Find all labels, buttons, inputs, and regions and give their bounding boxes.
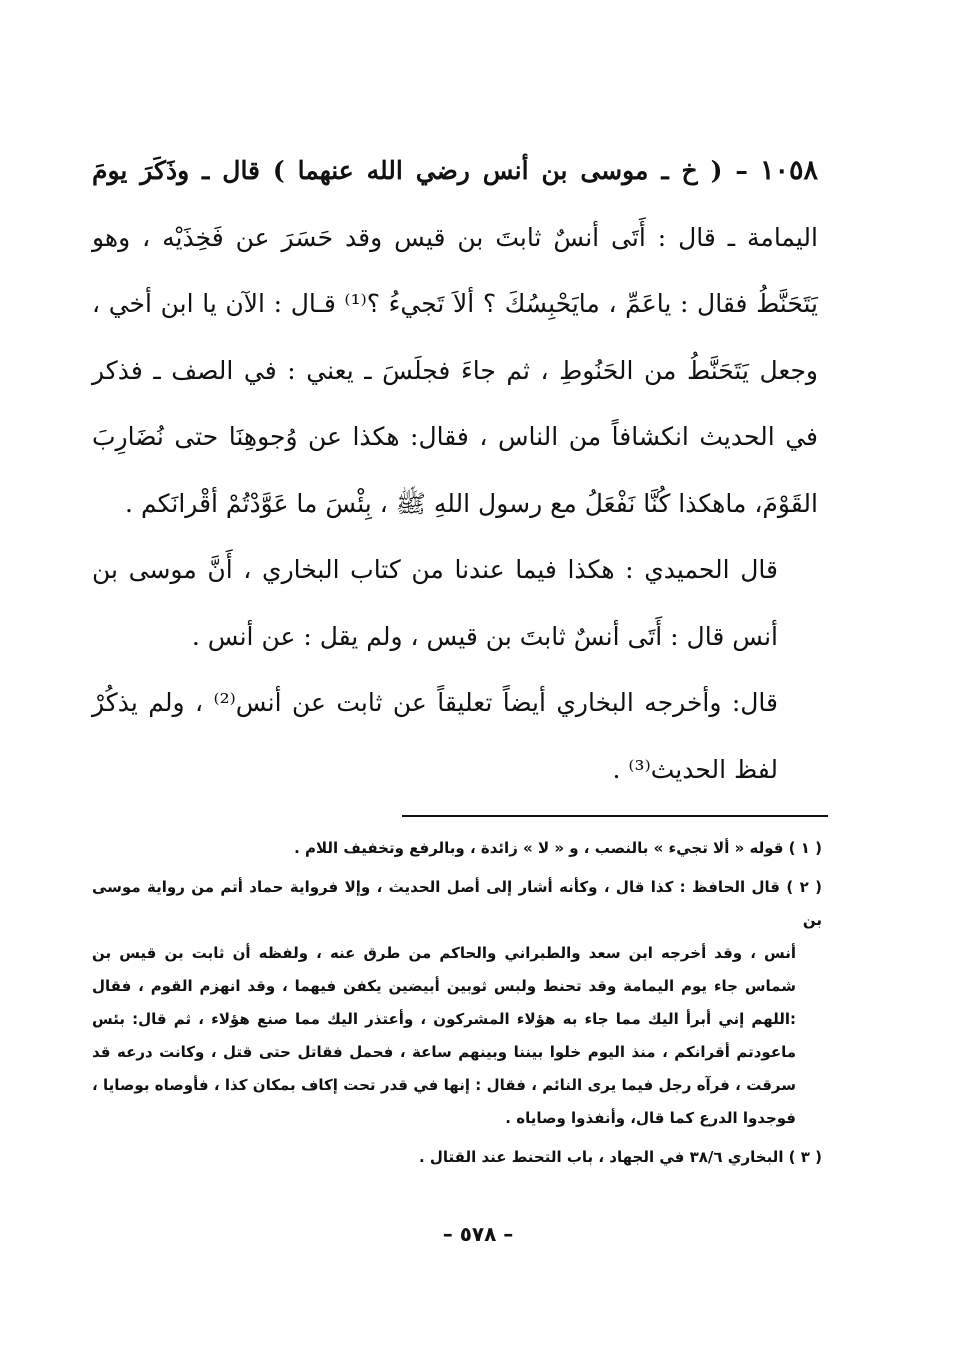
hadith-number: ١٠٥٨ (759, 155, 818, 186)
hadith-paragraph (92, 138, 818, 537)
page-number: – ٥٧٨ – (442, 1222, 514, 1246)
main-text (92, 138, 818, 803)
hadith-heading: – ( خ ـ موسى بن أنس رضي الله عنهما ) قال ـ وذَكَرَ يومَ (92, 156, 748, 185)
footnote-1: ( ١ ) قوله « ألا تجيء » بالنصب ، و « لا » زائدة ، وبالرفع وتخفيف اللام . (294, 839, 822, 857)
hadith-body: اليمامة ـ قال : أَتَى أنسٌ ثابتَ بن قيس وقد حَسَرَ عن فَخِذَيْه ، وهو يَتَحَنَّطُ فقال : ياعَمِّ ، مايَحْبِسُكَ ؟ ألاَ تَجيءُ ؟⁽¹⁾ قـال : الآن يا ابن أخي ، وجعل يَتَحَنَّطُ من الحَنُوطِ ، ثم جاءَ فجلَسَ ـ يعني : في الصف ـ فذكر في الحديث انكشافاً من الناس ، فقال: هكذا عن وُجوهِنَا حتى نُضَارِبَ القَوْمَ، ماهكذا كُنَّا نَفْعَلُ مع رسول اللهِ ﷺ ، بِئْسَ ما عَوَّدْتُمْ أقْرانَكم . (92, 222, 818, 518)
footnote-separator (402, 815, 828, 817)
footnotes (92, 832, 822, 1180)
footnote-3: ( ٣ ) البخاري ٣٨/٦ في الجهاد ، باب التحنط عند القتال . (418, 1148, 822, 1166)
footnote-2-first-line: ( ٢ ) قال الحافظ : كذا قال ، وكأنه أشار إلى أصل الحديث ، وإلا فرواية حماد أتم من رواية موسى بن (92, 878, 822, 929)
footnote-2-continuation: أنس ، وقد أخرجه ابن سعد والطبراني والحاكم من طرق عنه ، ولفظه أن ثابت بن قيس بن شماس جاء يوم اليمامة وقد تحنط ولبس ثوبين أبيضين يكفن فيهما ، وقد انهزم القوم ، فقال :اللهم إني أبرأ اليك مما جاء به هؤلاء المشركون ، وأعتذر اليك مما صنع هؤلاء ، ثم قال: بئس ماعودتم أقرانكم ، منذ اليوم خلوا بيننا وبينهم ساعة ، فحمل فقاتل حتى قتل ، وكانت درعه قد سرقت ، فرآه رجل فيما يرى النائم ، فقال : إنها في قدر تحت إكاف بمكان كذا ، فأوصاه بوصايا ، فوجدوا الدرع كما قال، وأنفذوا وصاياه . (92, 944, 796, 1127)
commentary-paragraph-2: قال: وأخرجه البخاري أيضاً تعليقاً عن ثابت عن أنس⁽²⁾ ، ولم يذكُرْ لفظ الحديث⁽³⁾ . (92, 688, 778, 784)
commentary-paragraph: قال الحميدي : هكذا فيما عندنا من كتاب البخاري ، أَنَّ موسى بن أنس قال : أَتَى أنسٌ ثابتَ بن قيس ، ولم يقل : عن أنس . (92, 555, 778, 651)
footnote-2 (92, 871, 822, 1135)
